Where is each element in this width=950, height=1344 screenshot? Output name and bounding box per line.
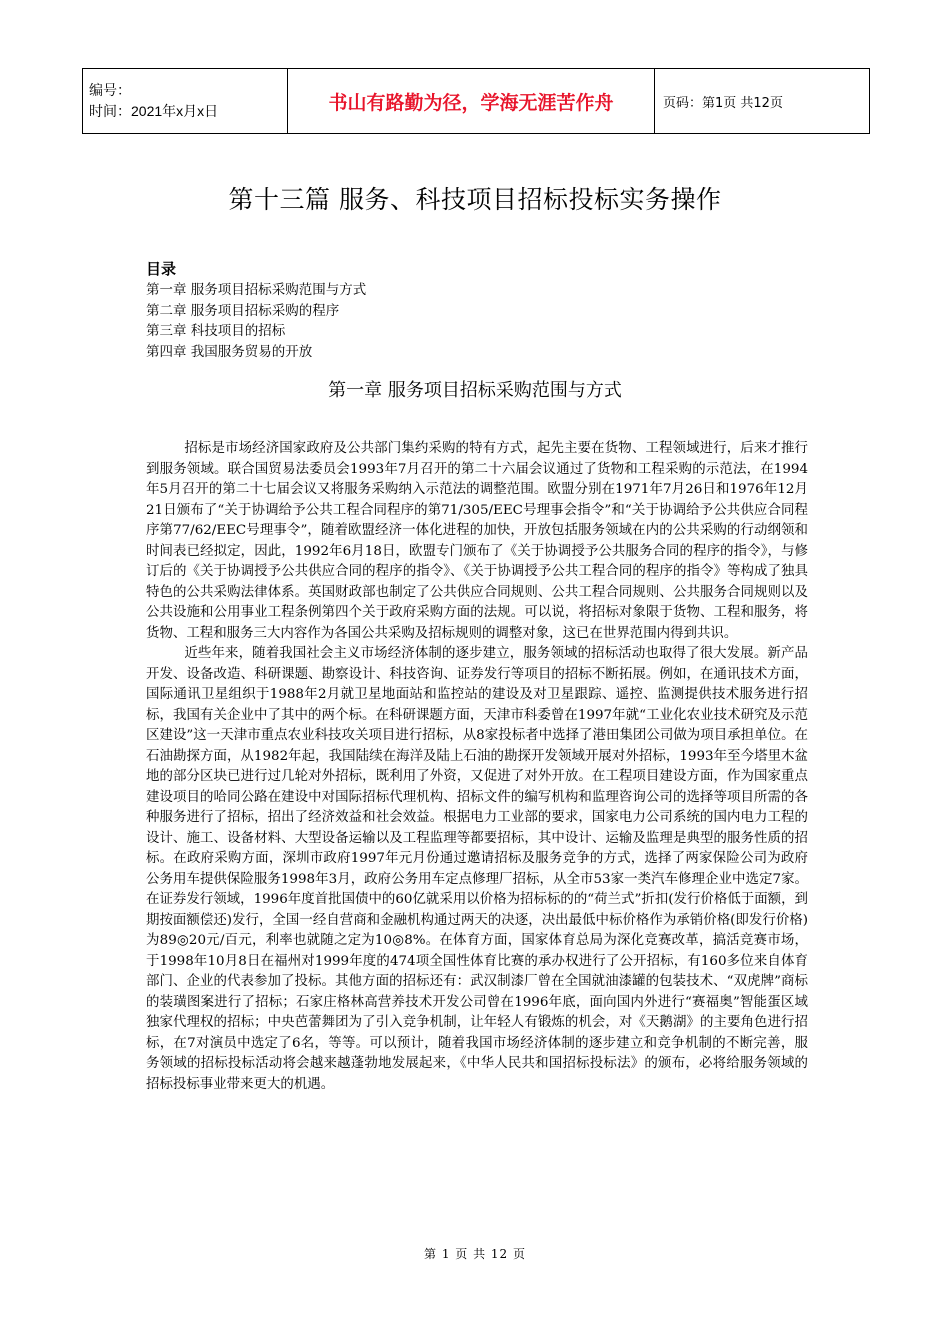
table-of-contents xyxy=(146,258,846,362)
toc-item-chapter-1: 第一章 服务项目招标采购范围与方式 xyxy=(146,282,367,298)
document-title: 第十三篇 服务、科技项目招标投标实务操作 xyxy=(228,185,722,214)
chapter-title: 第一章 服务项目招标采购范围与方式 xyxy=(328,380,622,401)
paragraph-1: 招标是市场经济国家政府及公共部门集约采购的特有方式，起先主要在货物、工程领域进行，后来才推行到服务领域。联合国贸易法委员会1993年7月召开的第二十六届会议通过了货物和工程采购的示范法，在1994年5月召开的第二十七届会议又将服务采购纳入示范法的调整范围。欧盟分别在1971年7月26日和1976年12月21日颁布了“关于协调给予公共工程合同程序的第71/305/EEC号理事会指令”和“关于协调给予公共供应合同程序第77/62/EEC号理事令”，随着欧盟经济一体化进程的加快，开放包括服务领域在内的公共采购的行动纲领和时间表已经拟定，因此，1992年6月18日，欧盟专门颁布了《关于协调授予公共服务合同的程序的指令》，与修订后的《关于协调授予公共供应合同的程序的指令》、《关于协调授予公共工程合同的程序的指令》等构成了独具特色的公共采购法律体系。英国财政部也制定了公共供应合同规则、公共工程合同规则、公共服务合同规则以及公共设施和公用事业工程条例第四个关于政府采购方面的法规。可以说，将招标对象限于货物、工程和服务，将货物、工程和服务三大内容作为各国公共采购及招标规则的调整对象，这已在世界范围内得到共识。 xyxy=(146,441,808,641)
page-header xyxy=(82,68,870,134)
header-motto: 书山有路勤为径，学海无涯苦作舟 xyxy=(288,69,655,134)
header-meta xyxy=(83,69,288,134)
toc-item-chapter-2: 第二章 服务项目招标采购的程序 xyxy=(146,302,340,319)
page-footer: 第 1 页 共 12 页 xyxy=(424,1247,526,1261)
toc-item-chapter-4: 第四章 我国服务贸易的开放 xyxy=(146,343,313,360)
header-number-label: 编号： xyxy=(89,82,131,98)
toc-item-chapter-3: 第三章 科技项目的招标 xyxy=(146,323,286,339)
body-text xyxy=(146,439,808,1095)
header-time-label: 时间：2021年x月x日 xyxy=(89,103,219,119)
paragraph-2: 近些年来，随着我国社会主义市场经济体制的逐步建立，服务领域的招标活动也取得了很大发展。新产品开发、设备改造、科研课题、勘察设计、科技咨询、证券发行等项目的招标不断拓展。例如，在通讯技术方面，国际通讯卫星组织于1988年2月就卫星地面站和监控站的建设及对卫星跟踪、遥控、监测提供技术服务进行招标，我国有关企业中了其中的两个标。在科研课题方面，天津市科委曾在1997年就“工业化农业技术研究及示范区建设”这一天津市重点农业科技攻关项目进行招标，从8家投标者中选择了港田集团公司做为项目承担单位。在石油勘探方面，从1982年起，我国陆续在海洋及陆上石油的勘探开发领域开展对外招标，1993年至今塔里木盆地的部分区块已进行过几轮对外招标，既利用了外资，又促进了对外开放。在工程项目建设方面，作为国家重点建设项目的哈同公路在建设中对国际招标代理机构、招标文件的编写机构和监理咨询公司的选择等项目所需的各种服务进行了招标，招出了经济效益和社会效益。根据电力工业部的要求，国家电力公司系统的国内电力工程的设计、施工、设备材料、大型设备运输以及工程监理等都要招标，其中设计、运输及监理是典型的服务性质的招标。在政府采购方面，深圳市政府1997年元月份通过邀请招标及服务竞争的方式，选择了两家保险公司为政府公务用车提供保险服务1998年3月，政府公务用车定点修理厂招标，从全市53家一类汽车修理企业中选定7家。在证券发行领域，1996年度首批国债中的60亿就采用以价格为招标标的的“荷兰式”折扣(发行价格低于面额，到期按面额偿还)发行，全国一经自营商和金融机构通过两天的决逐，决出最低中标价格作为承销价格(即发行价格)为89◎20元/百元，利率也就随之定为10◎8%。在体育方面，国家体育总局为深化竞赛改革，搞活竞赛市场，于1998年10月8日在福州对1999年度的474项全国性体育比赛的承办权进行了公开招标，有160多位来自体育部门、企业的代表参加了投标。其他方面的招标还有：武汉制漆厂曾在全国就油漆罐的包装技术、“双虎牌”商标的装璜图案进行了招标；石家庄格林高营养技术开发公司曾在1996年底，面向国内外进行“赛福奥”智能蛋区域独家代理权的招标；中央芭蕾舞团为了引入竞争机制，让年轻人有锻炼的机会，对《天鹅湖》的主要角色进行招标，在7对演员中选定了6名，等等。可以预计，随着我国市场经济体制的逐步建立和竞争机制的不断完善，服务领域的招标投标活动将会越来越蓬勃地发展起来，《中华人民共和国招标投标法》的颁布，必将给服务领域的招标投标事业带来更大的机遇。 xyxy=(146,646,808,1092)
toc-heading: 目录 xyxy=(146,260,177,278)
header-page-info: 页码：第1页 共12页 xyxy=(655,69,870,134)
